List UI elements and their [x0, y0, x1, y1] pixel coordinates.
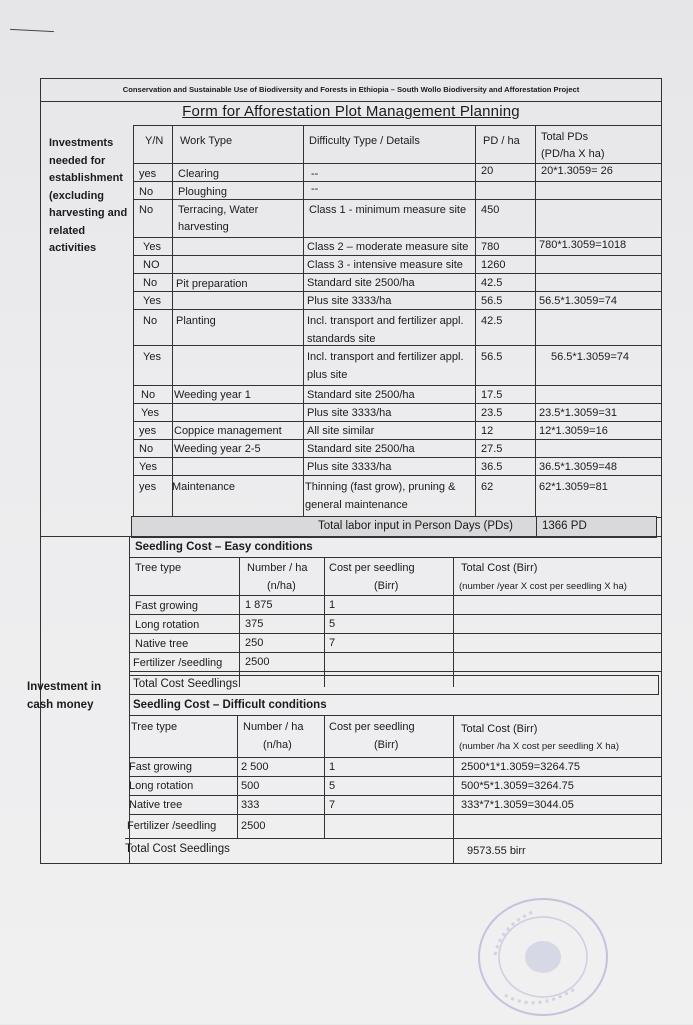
divider — [133, 273, 661, 274]
divider — [133, 309, 661, 310]
difficult-row-total: 500*5*1.3059=3264.75 — [461, 780, 574, 792]
easy-total-label: Total Cost Seedlings — [133, 678, 238, 690]
cell-total-pds: 36.5*1.3059=48 — [539, 461, 617, 473]
divider — [453, 557, 454, 687]
cell-yn: No — [139, 443, 154, 455]
difficult-row-number: 2 500 — [241, 761, 269, 773]
divider — [133, 255, 661, 256]
planning-form — [27, 78, 662, 864]
cell-yn: NO — [143, 259, 160, 271]
divider — [324, 557, 325, 687]
divider — [237, 715, 238, 839]
difficult-row-number: 2500 — [241, 820, 266, 832]
cell-yn: yes — [139, 425, 157, 437]
divider — [129, 557, 661, 558]
divider — [129, 633, 661, 634]
cell-difficulty: Class 2 – moderate measure site — [307, 241, 469, 253]
cell-difficulty: Standard site 2500/ha — [307, 389, 415, 401]
difficult-total-label: Total Cost Seedlings — [125, 843, 230, 855]
divider — [475, 125, 476, 517]
difficult-row-number: 333 — [241, 799, 260, 811]
divider — [129, 795, 661, 796]
divider — [133, 181, 661, 182]
difficult-conditions-title: Seedling Cost – Difficult conditions — [133, 699, 327, 711]
cell-pd-ha: 56.5 — [481, 295, 503, 307]
cell-difficulty: All site similar — [307, 425, 375, 437]
cell-work-type: Maintenance — [172, 481, 235, 493]
col-header-difficulty: Difficulty Type / Details — [309, 135, 420, 147]
cell-pd-ha: 17.5 — [481, 389, 503, 401]
cell-total-pds: 62*1.3059=81 — [539, 481, 608, 493]
divider — [453, 715, 454, 863]
cell-yn: No — [143, 277, 158, 289]
cell-pd-ha: 1260 — [481, 259, 506, 271]
total-labor-value: 1366 PD — [542, 520, 587, 532]
divider — [536, 517, 537, 537]
col-header-total-pds: Total PDs — [541, 131, 589, 143]
divider — [41, 536, 661, 537]
divider — [129, 614, 661, 615]
difficult-row-tree: Long rotation — [129, 780, 194, 792]
divider — [172, 125, 173, 517]
divider — [133, 163, 661, 164]
cell-yn: No — [143, 315, 158, 327]
cell-total-pds: 56.5*1.3059=74 — [539, 295, 617, 307]
cell-work-type: Planting — [176, 315, 216, 327]
cell-work-type: Weeding year 1 — [174, 389, 251, 401]
col-header-total-pds-sub: (PD/ha X ha) — [541, 148, 605, 160]
cell-pd-ha: 56.5 — [481, 351, 503, 363]
easy-row-number: 2500 — [245, 656, 270, 668]
divider — [133, 457, 661, 458]
divider — [133, 125, 661, 126]
easy-header-cost-sub: (Birr) — [374, 580, 399, 592]
cell-difficulty: Class 3 - intensive measure site — [307, 259, 463, 271]
easy-row-number: 375 — [245, 618, 264, 630]
cell-difficulty: -- — [311, 168, 319, 180]
cell-pd-ha: 36.5 — [481, 461, 503, 473]
easy-header-total: Total Cost (Birr) — [461, 562, 538, 574]
cell-yn: No — [141, 389, 156, 401]
difficult-row-tree: Native tree — [129, 799, 183, 811]
cell-yn: Yes — [143, 351, 161, 363]
cell-difficulty: -- — [311, 183, 319, 195]
easy-row-number: 250 — [245, 637, 264, 649]
easy-header-number: Number / ha — [247, 562, 308, 574]
easy-row-tree: Native tree — [135, 638, 189, 650]
easy-header-cost: Cost per seedling — [329, 562, 415, 574]
cell-yn: No — [139, 186, 154, 198]
divider — [133, 291, 661, 292]
divider — [129, 671, 661, 672]
total-labor-label: Total labor input in Person Days (PDs) — [318, 520, 513, 532]
divider — [133, 403, 661, 404]
easy-row-tree: Fast growing — [135, 600, 198, 612]
cell-difficulty: Standard site 2500/ha — [307, 443, 415, 455]
cell-yn: Yes — [143, 295, 161, 307]
easy-row-cost: 1 — [329, 599, 336, 611]
cell-work-type: Pit preparation — [176, 278, 248, 290]
cell-difficulty: Class 1 - minimum measure site — [309, 204, 467, 216]
cell-work-type: Clearing — [178, 168, 219, 180]
cell-pd-ha: 780 — [481, 241, 500, 253]
divider — [535, 125, 536, 517]
difficult-header-cost-sub: (Birr) — [374, 739, 399, 751]
cell-difficulty: Incl. transport and fertilizer appl. — [307, 351, 464, 363]
form-title: Form for Afforestation Plot Management Planning — [182, 103, 520, 120]
easy-header-number-sub: (n/ha) — [267, 580, 296, 592]
col-header-pd-ha: PD / ha — [483, 135, 520, 147]
difficult-row-tree: Fertilizer /seedling — [127, 820, 217, 832]
divider — [129, 757, 661, 758]
cell-pd-ha: 42.5 — [481, 277, 503, 289]
cell-difficulty: Plus site 3333/ha — [307, 295, 392, 307]
easy-row-cost: 5 — [329, 618, 336, 630]
cell-yn: yes — [139, 168, 157, 180]
easy-row-number: 1 875 — [245, 599, 273, 611]
divider — [129, 776, 661, 777]
easy-row-tree: Long rotation — [135, 619, 200, 631]
cell-difficulty-cont: standards site — [307, 333, 376, 345]
difficult-row-number: 500 — [241, 780, 260, 792]
cell-total-pds: 20*1.3059= 26 — [541, 165, 613, 177]
cell-work-type: Coppice management — [174, 425, 282, 437]
easy-conditions-title: Seedling Cost – Easy conditions — [135, 541, 313, 553]
cell-difficulty-cont: plus site — [307, 369, 348, 381]
cell-work-type: Weeding year 2-5 — [174, 443, 261, 455]
divider — [133, 439, 661, 440]
cell-difficulty: Thinning (fast grow), pruning & — [305, 481, 456, 493]
divider — [303, 125, 304, 517]
cell-total-pds: 780*1.3059=1018 — [539, 239, 627, 251]
difficult-header-cost: Cost per seedling — [329, 721, 415, 733]
cell-difficulty-cont: general maintenance — [305, 499, 408, 511]
easy-header-total-sub: (number /year X cost per seedling X ha) — [459, 581, 627, 592]
difficult-row-tree: Fast growing — [129, 761, 192, 773]
cell-difficulty: Incl. transport and fertilizer appl. — [307, 315, 464, 327]
col-header-yn: Y/N — [145, 135, 164, 147]
difficult-header-number-sub: (n/ha) — [263, 739, 292, 751]
cell-pd-ha: 27.5 — [481, 443, 503, 455]
difficult-row-cost: 5 — [329, 780, 336, 792]
easy-row-cost: 7 — [329, 637, 336, 649]
cell-total-pds: 56.5*1.3059=74 — [551, 351, 629, 363]
divider — [129, 715, 661, 716]
easy-header-tree-type: Tree type — [135, 562, 182, 574]
cell-yn: Yes — [141, 407, 159, 419]
cell-pd-ha: 62 — [481, 481, 494, 493]
difficult-row-cost: 1 — [329, 761, 336, 773]
cell-difficulty: Plus site 3333/ha — [307, 461, 392, 473]
cell-total-pds: 12*1.3059=16 — [539, 425, 608, 437]
official-stamp-icon — [465, 885, 615, 1025]
difficult-header-total: Total Cost (Birr) — [461, 723, 538, 735]
divider — [133, 421, 661, 422]
divider — [133, 385, 661, 386]
cell-yn: No — [139, 204, 154, 216]
divider — [133, 345, 661, 346]
divider — [129, 595, 661, 596]
divider — [125, 838, 661, 839]
divider — [133, 237, 661, 238]
difficult-header-tree-type: Tree type — [131, 721, 178, 733]
cell-pd-ha: 23.5 — [481, 407, 503, 419]
difficult-header-total-sub: (number /ha X cost per seedling X ha) — [459, 741, 620, 752]
divider — [129, 652, 661, 653]
divider — [133, 199, 661, 200]
cell-work-type: Ploughing — [178, 186, 227, 198]
difficult-row-total: 333*7*1.3059=3044.05 — [461, 799, 574, 811]
cell-yn: yes — [139, 481, 157, 493]
cell-total-pds: 23.5*1.3059=31 — [539, 407, 617, 419]
divider — [133, 475, 661, 476]
project-header: Conservation and Sustainable Use of Biodiversity and Forests in Ethiopia – South Wollo Biodiversity and Afforestation Project — [41, 79, 661, 102]
cell-pd-ha: 42.5 — [481, 315, 503, 327]
cell-pd-ha: 20 — [481, 165, 494, 177]
easy-total-row — [129, 675, 659, 695]
cell-difficulty: Standard site 2500/ha — [307, 277, 415, 289]
cell-yn: Yes — [139, 461, 157, 473]
easy-row-tree: Fertilizer /seedling — [133, 657, 223, 669]
difficult-row-cost: 7 — [329, 799, 336, 811]
section-investments-label: Investments needed for establishment (excluding harvesting and related activities — [49, 137, 128, 254]
divider — [129, 814, 661, 815]
cell-work-type: Terracing, Water — [178, 204, 259, 216]
col-header-work-type: Work Type — [180, 135, 233, 147]
section-cash-label: Investment in cash money — [27, 681, 102, 711]
cell-pd-ha: 12 — [481, 425, 494, 437]
difficult-header-number: Number / ha — [243, 721, 304, 733]
cell-pd-ha: 450 — [481, 204, 500, 216]
cell-work-type-cont: harvesting — [178, 221, 229, 233]
divider — [324, 715, 325, 839]
total-labor-row — [131, 516, 657, 538]
difficult-row-total: 2500*1*1.3059=3264.75 — [461, 761, 580, 773]
divider — [239, 557, 240, 687]
difficult-total-value: 9573.55 birr — [467, 845, 526, 857]
cell-yn: Yes — [143, 241, 161, 253]
cell-difficulty: Plus site 3333/ha — [307, 407, 392, 419]
